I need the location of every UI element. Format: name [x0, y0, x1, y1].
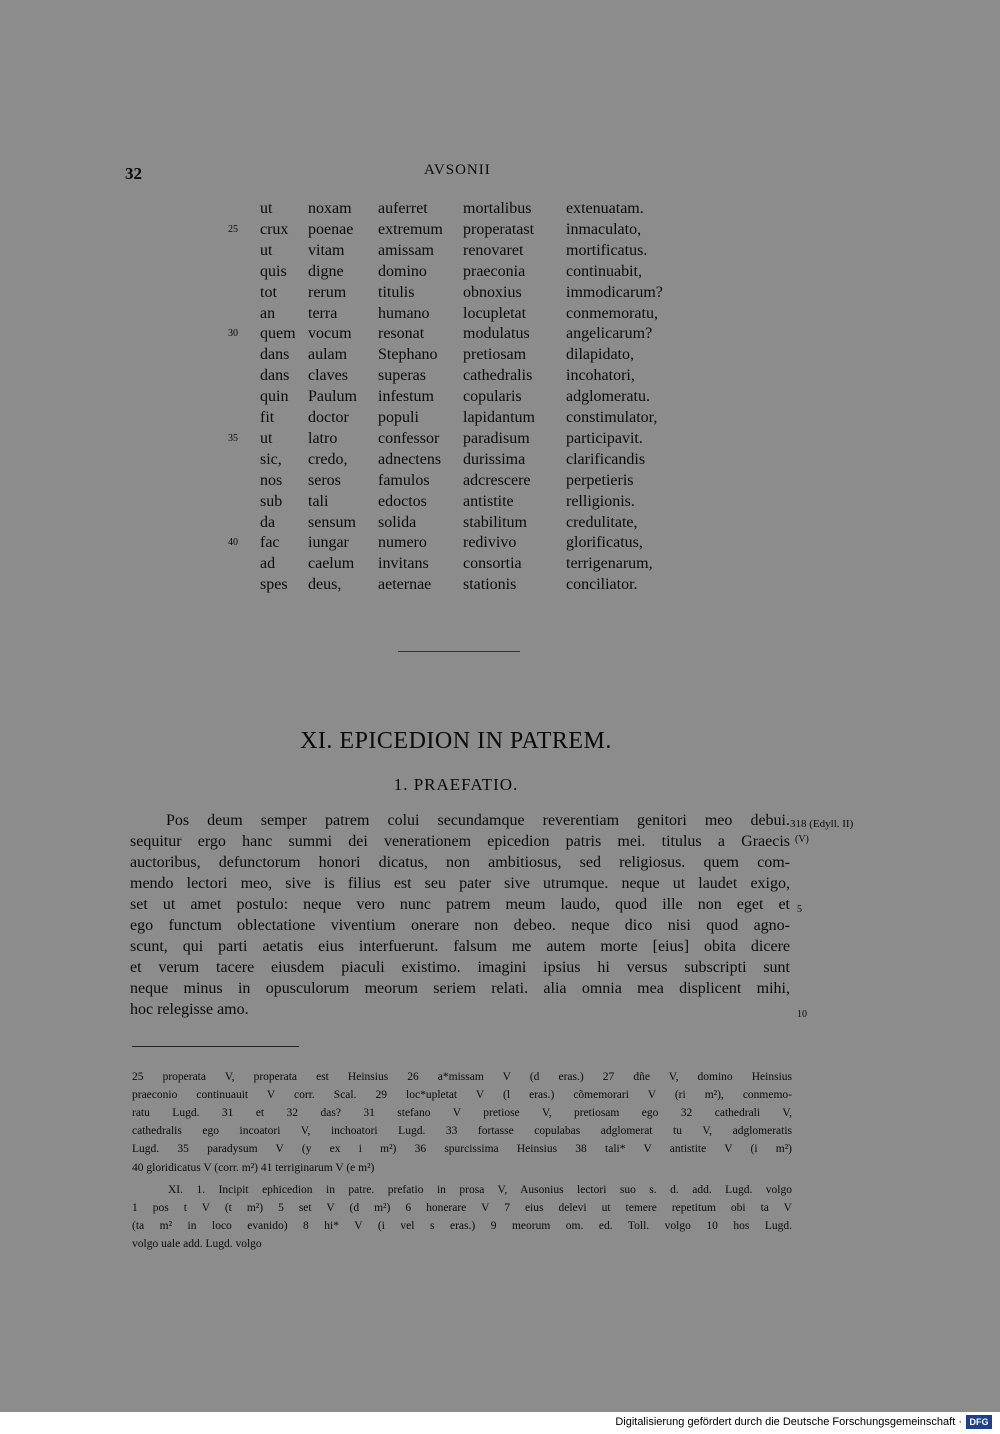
verse-word: solida — [378, 513, 417, 531]
verse-word: deus, — [308, 576, 342, 594]
verse-line — [228, 242, 688, 263]
verse-word: poenae — [308, 220, 354, 238]
verse-line — [228, 472, 688, 493]
verse-word: antistite — [463, 492, 514, 510]
verse-word: auferret — [378, 200, 428, 217]
verse-word: ad — [260, 555, 276, 573]
verse-word: angelicarum? — [566, 325, 653, 343]
verse-line-number: 40 — [228, 537, 238, 549]
verse-word: sub — [260, 492, 283, 510]
prose-line: auctoribus, defunctorum honori dicatus, non ambitiosus, sed religiosus. quem com- — [130, 854, 790, 871]
verse-word: doctor — [308, 409, 349, 426]
verse-word: redivivo — [463, 534, 517, 552]
prose-line: ego functum oblectatione viventium onerare non debeo. neque dico nisi quod agno- — [130, 917, 790, 934]
verse-word: claves — [308, 367, 348, 385]
verse-word: durissima — [463, 450, 526, 468]
verse-word: quin — [260, 388, 289, 406]
verse-word: ut — [260, 241, 273, 259]
verse-line — [228, 576, 688, 597]
verse-word: titulis — [378, 283, 415, 301]
verse-word: edoctos — [378, 492, 427, 510]
verse-word: constimulator, — [566, 409, 658, 426]
verse-word: immodicarum? — [566, 283, 663, 301]
verse-word: adnectens — [378, 450, 442, 468]
verse-word: paradisum — [463, 429, 530, 447]
prose-line: scunt, qui parti aetatis eius interfuerunt. falsum me autem morte [eius] obita dicere — [130, 938, 790, 955]
verse-line — [228, 284, 688, 305]
verse-word: invitans — [378, 555, 429, 573]
verse-word: tali — [308, 492, 329, 510]
verse-word: latro — [308, 429, 338, 447]
verse-word: mortificatus. — [566, 241, 648, 259]
verse-word: an — [260, 304, 276, 322]
apparatus-line: ratu Lugd. 31 et 32 das? 31 stefano V pretiose V, pretiosam ego 32 cathedrali V, — [132, 1107, 792, 1120]
apparatus-line: 40 gloridicatus V (corr. m²) 41 terriginarum V (e m²) — [132, 1161, 375, 1174]
verse-word: spes — [260, 576, 288, 594]
verse-word: extremum — [378, 220, 443, 238]
line-number-5: 5 — [797, 904, 802, 915]
verse-word: extenuatam. — [566, 200, 644, 217]
verse-word: conmemoratu, — [566, 304, 658, 322]
verse-word: domino — [378, 262, 427, 280]
apparatus-line: volgo uale add. Lugd. volgo — [132, 1237, 262, 1250]
section-separator — [398, 651, 520, 652]
verse-word: mortalibus — [463, 200, 532, 217]
verse-word: incohatori, — [566, 367, 635, 385]
verse-line — [228, 493, 688, 514]
verse-word: amissam — [378, 241, 434, 259]
verse-word: crux — [260, 220, 289, 238]
verse-word: iungar — [308, 534, 349, 552]
verse-word: sic, — [260, 450, 282, 468]
prose-line: et verum tacere eiusdem piaculi existimo. imagini ipsius hi versus subscripti sunt — [130, 959, 790, 976]
verse-word: credo, — [308, 450, 348, 468]
verse-word: Paulum — [308, 388, 357, 406]
verse-word: tot — [260, 283, 277, 301]
apparatus-line: 25 properata V, properata est Heinsius 26 a*missam V (d eras.) 27 dñe V, domino Heinsius — [132, 1071, 792, 1083]
verse-word: terrigenarum, — [566, 555, 653, 573]
verse-word: dans — [260, 367, 290, 385]
verse-line-number: 25 — [228, 223, 238, 235]
page-number: 32 — [125, 164, 142, 183]
verse-line — [228, 514, 688, 535]
running-head: AVSONII — [424, 162, 491, 178]
verse-word: adcrescere — [463, 471, 531, 489]
section-subtitle: 1. PRAEFATIO. — [393, 775, 519, 794]
section-title: XI. EPICEDION IN PATREM. — [300, 728, 612, 754]
verse-word: dans — [260, 346, 290, 364]
verse-word: properatast — [463, 220, 535, 238]
apparatus-line: 1 pos t V (t m²) 5 set V (d m²) 6 honerare V 7 eius delevi ut temere repetitum obi ta V — [132, 1201, 792, 1214]
verse-word: vocum — [308, 325, 352, 343]
verse-line — [228, 367, 688, 388]
prose-line: neque minus in opusculorum meorum seriem relati. alia omnia mea displicent mihi, — [130, 980, 790, 997]
verse-line — [228, 555, 688, 576]
verse-word: conciliator. — [566, 576, 638, 594]
verse-word: modulatus — [463, 325, 530, 343]
verse-word: glorificatus, — [566, 534, 643, 552]
verse-word: digne — [308, 262, 344, 280]
verse-line — [228, 305, 688, 326]
verse-line-number: 30 — [228, 328, 238, 340]
prose-line: hoc relegisse amo. — [130, 1001, 249, 1018]
verse-word: quem — [260, 325, 296, 343]
verse-line — [228, 346, 688, 367]
verse-line — [228, 221, 688, 242]
verse-word: cathedralis — [463, 367, 533, 385]
verse-word: terra — [308, 304, 338, 322]
verse-word: infestum — [378, 388, 434, 406]
verse-word: noxam — [308, 200, 352, 217]
verse-word: caelum — [308, 555, 355, 573]
verse-word: continuabit, — [566, 262, 642, 280]
verse-word: superas — [378, 367, 426, 385]
verse-word: humano — [378, 304, 430, 322]
verse-word: relligionis. — [566, 492, 635, 510]
verse-word: resonat — [378, 325, 425, 343]
footer-credit: Digitalisierung gefördert durch die Deutsche Forschungsgemeinschaft · — [615, 1416, 962, 1428]
verse-word: stationis — [463, 576, 517, 594]
verse-word: rerum — [308, 283, 347, 301]
verse-line — [228, 409, 688, 430]
apparatus-line: XI. 1. Incipit ephicedion in patre. prefatio in prosa V, Ausonius lectori suo s. d. add. Lugd. volgo — [168, 1183, 792, 1196]
verse-word: seros — [308, 471, 341, 489]
verse-word: clarificandis — [566, 450, 646, 468]
verse-word: Stephano — [378, 346, 438, 364]
prose-line: mendo lectori meo, sive is filius est seu pater sive utrumque. neque ut laudet exigo, — [130, 875, 790, 892]
verse-word: fit — [260, 409, 275, 426]
verse-line — [228, 430, 688, 451]
verse-word: ut — [260, 429, 273, 447]
apparatus-line: cathedralis ego incoatori V, inchoatori Lugd. 33 fortasse copulabas adglomerat tu V, adglomeratis — [132, 1125, 792, 1138]
margin-reference: 318 (Edyll. II) — [790, 818, 854, 830]
verse-word: pretiosam — [463, 346, 527, 364]
verse-word: confessor — [378, 429, 440, 447]
verse-word: obnoxius — [463, 283, 522, 301]
prose-line: set ut amet postulo: neque vero nunc patrem meum laudo, quod ille non eget et — [130, 896, 790, 913]
apparatus-line: praeconio continuauit V corr. Scal. 29 loc*upletat V (l eras.) cõmemorari V (ri m²), conmemo- — [132, 1089, 792, 1102]
verse-line — [228, 534, 688, 555]
verse-word: sensum — [308, 513, 356, 531]
verse-word: da — [260, 513, 276, 531]
verse-word: stabilitum — [463, 513, 527, 531]
verse-word: locupletat — [463, 304, 527, 322]
verse-word: inmaculato, — [566, 220, 642, 238]
verse-line — [228, 263, 688, 284]
verse-line — [228, 388, 688, 409]
verse-word: populi — [378, 409, 419, 426]
verse-word: numero — [378, 534, 427, 552]
line-number-10: 10 — [797, 1009, 807, 1020]
verse-line — [228, 200, 688, 221]
apparatus-line: (ta m² in loco evanido) 8 hi* V (i vel s eras.) 9 meorum om. ed. Toll. volgo 10 hos Lugd. — [132, 1219, 792, 1232]
verse-word: ut — [260, 200, 273, 217]
verse-word: famulos — [378, 471, 430, 489]
verse-word: fac — [260, 534, 280, 552]
verse-word: vitam — [308, 241, 345, 259]
dfg-logo: DFG — [966, 1415, 992, 1429]
verse-word: copularis — [463, 388, 522, 406]
verse-word: aulam — [308, 346, 348, 364]
verse-word: lapidantum — [463, 409, 535, 426]
prose-line: Pos deum semper patrem colui secundamque reverentiam genitori meo debui. — [166, 812, 790, 829]
verse-word: quis — [260, 262, 287, 280]
prose-line: sequitur ergo hanc summi dei venerationem epicedion patris mei. titulus a Graecis — [130, 833, 790, 850]
apparatus-line: Lugd. 35 paradysum V (y ex i m²) 36 spurcissima Heinsius 38 tali* V antistite V (i m²) — [132, 1143, 792, 1156]
verse-word: nos — [260, 471, 283, 489]
verse-word: aeternae — [378, 576, 432, 594]
verse-line — [228, 325, 688, 346]
verse-word: dilapidato, — [566, 346, 634, 364]
verse-word: participavit. — [566, 429, 643, 447]
footnote-rule — [132, 1046, 299, 1047]
margin-reference-v: (V) — [795, 834, 809, 845]
verse-word: perpetieris — [566, 471, 634, 489]
verse-line — [228, 451, 688, 472]
verse-word: credulitate, — [566, 513, 638, 531]
verse-line-number: 35 — [228, 432, 238, 444]
verse-word: renovaret — [463, 241, 524, 259]
verse-word: adglomeratu. — [566, 388, 650, 406]
verse-word: consortia — [463, 555, 522, 573]
verse-word: praeconia — [463, 262, 526, 280]
